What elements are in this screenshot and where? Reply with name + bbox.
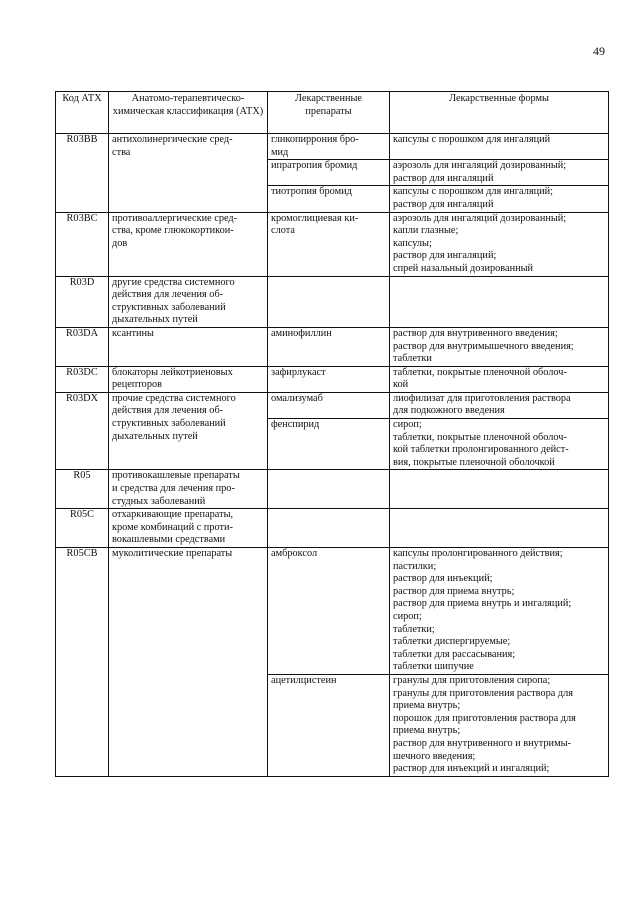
table-row <box>56 470 609 509</box>
atx-classification: противоаллергические сред- ства, кроме глюкокортикои- дов <box>109 212 268 276</box>
dosage-forms: капсулы с порошком для ингаляций <box>390 134 609 160</box>
atx-code: R03DC <box>56 366 109 392</box>
table-row <box>56 509 609 548</box>
drug-name: ипратропия бромид <box>268 160 390 186</box>
drug-name: амброксол <box>268 548 390 675</box>
atx-code: R03DA <box>56 327 109 366</box>
header-forms: Лекарственные формы <box>390 92 609 134</box>
dosage-forms: капсулы с порошком для ингаляций; раствор для ингаляций <box>390 186 609 212</box>
atx-classification: прочие средства системного действия для лечения об- структивных заболеваний дыхательных путей <box>109 392 268 470</box>
table-row <box>56 327 609 366</box>
dosage-forms <box>390 509 609 548</box>
drug-name <box>268 276 390 327</box>
table-header-row <box>56 92 609 134</box>
dosage-forms: аэрозоль для ингаляций дозированный; капли глазные; капсулы; раствор для ингаляций; спрей назальный дозированный <box>390 212 609 276</box>
table-row <box>56 392 609 418</box>
drug-name: омализумаб <box>268 392 390 418</box>
dosage-forms: лиофилизат для приготовления раствора для подкожного введения <box>390 392 609 418</box>
drug-name: тиотропия бромид <box>268 186 390 212</box>
dosage-forms: сироп; таблетки, покрытые пленочной оболоч- кой таблетки пролонгированного дейст- вия, покрытые пленочной оболочкой <box>390 419 609 470</box>
atx-code: R05C <box>56 509 109 548</box>
atx-classification: другие средства системного действия для лечения об- структивных заболеваний дыхательных путей <box>109 276 268 327</box>
drug-name: зафирлукаст <box>268 366 390 392</box>
drug-name: аминофиллин <box>268 327 390 366</box>
drug-name: фенспирид <box>268 419 390 470</box>
atx-classification: отхаркивающие препараты, кроме комбинаций с проти- вокашлевыми средствами <box>109 509 268 548</box>
table-row <box>56 276 609 327</box>
atx-code: R05CB <box>56 548 109 777</box>
atx-code: R05 <box>56 470 109 509</box>
atx-classification: ксантины <box>109 327 268 366</box>
header-drugs: Лекарственные препараты <box>268 92 390 134</box>
table-row <box>56 212 609 276</box>
dosage-forms <box>390 470 609 509</box>
dosage-forms: таблетки, покрытые пленочной оболоч- кой <box>390 366 609 392</box>
atx-code: R03D <box>56 276 109 327</box>
drug-name: кромоглициевая ки- слота <box>268 212 390 276</box>
atx-table <box>55 91 609 777</box>
atx-classification: противокашлевые препараты и средства для лечения про- студных заболеваний <box>109 470 268 509</box>
table-row <box>56 366 609 392</box>
dosage-forms: аэрозоль для ингаляций дозированный; раствор для ингаляций <box>390 160 609 186</box>
atx-classification: блокаторы лейкотриеновых рецепторов <box>109 366 268 392</box>
atx-code: R03BC <box>56 212 109 276</box>
drug-name <box>268 470 390 509</box>
drug-name <box>268 509 390 548</box>
atx-classification: муколитические препараты <box>109 548 268 777</box>
header-code: Код АТХ <box>56 92 109 134</box>
atx-code: R03BB <box>56 134 109 213</box>
drug-name: гликопиррония бро- мид <box>268 134 390 160</box>
atx-classification: антихолинергические сред- ства <box>109 134 268 213</box>
dosage-forms <box>390 276 609 327</box>
dosage-forms: гранулы для приготовления сиропа; гранулы для приготовления раствора для приема внутрь; порошок для приготовления раствора для приема внутрь; раствор для внутривенного и внутримы- шечного введения; раствор для инъекций и ингаляций; <box>390 674 609 776</box>
dosage-forms: раствор для внутривенного введения; раствор для внутримышечного введения; таблетки <box>390 327 609 366</box>
page-number: 49 <box>593 44 605 58</box>
header-classification: Анатомо-терапевтическо-химическая классификация (АТХ) <box>109 92 268 134</box>
table-row <box>56 134 609 160</box>
atx-code: R03DX <box>56 392 109 470</box>
dosage-forms: капсулы пролонгированного действия; пастилки; раствор для инъекций; раствор для приема внутрь; раствор для приема внутрь и ингаляций; сироп; таблетки; таблетки диспергируемые; таблетки для рассасывания; таблетки шипучие <box>390 548 609 675</box>
table-row <box>56 548 609 675</box>
drug-name: ацетилцистеин <box>268 674 390 776</box>
